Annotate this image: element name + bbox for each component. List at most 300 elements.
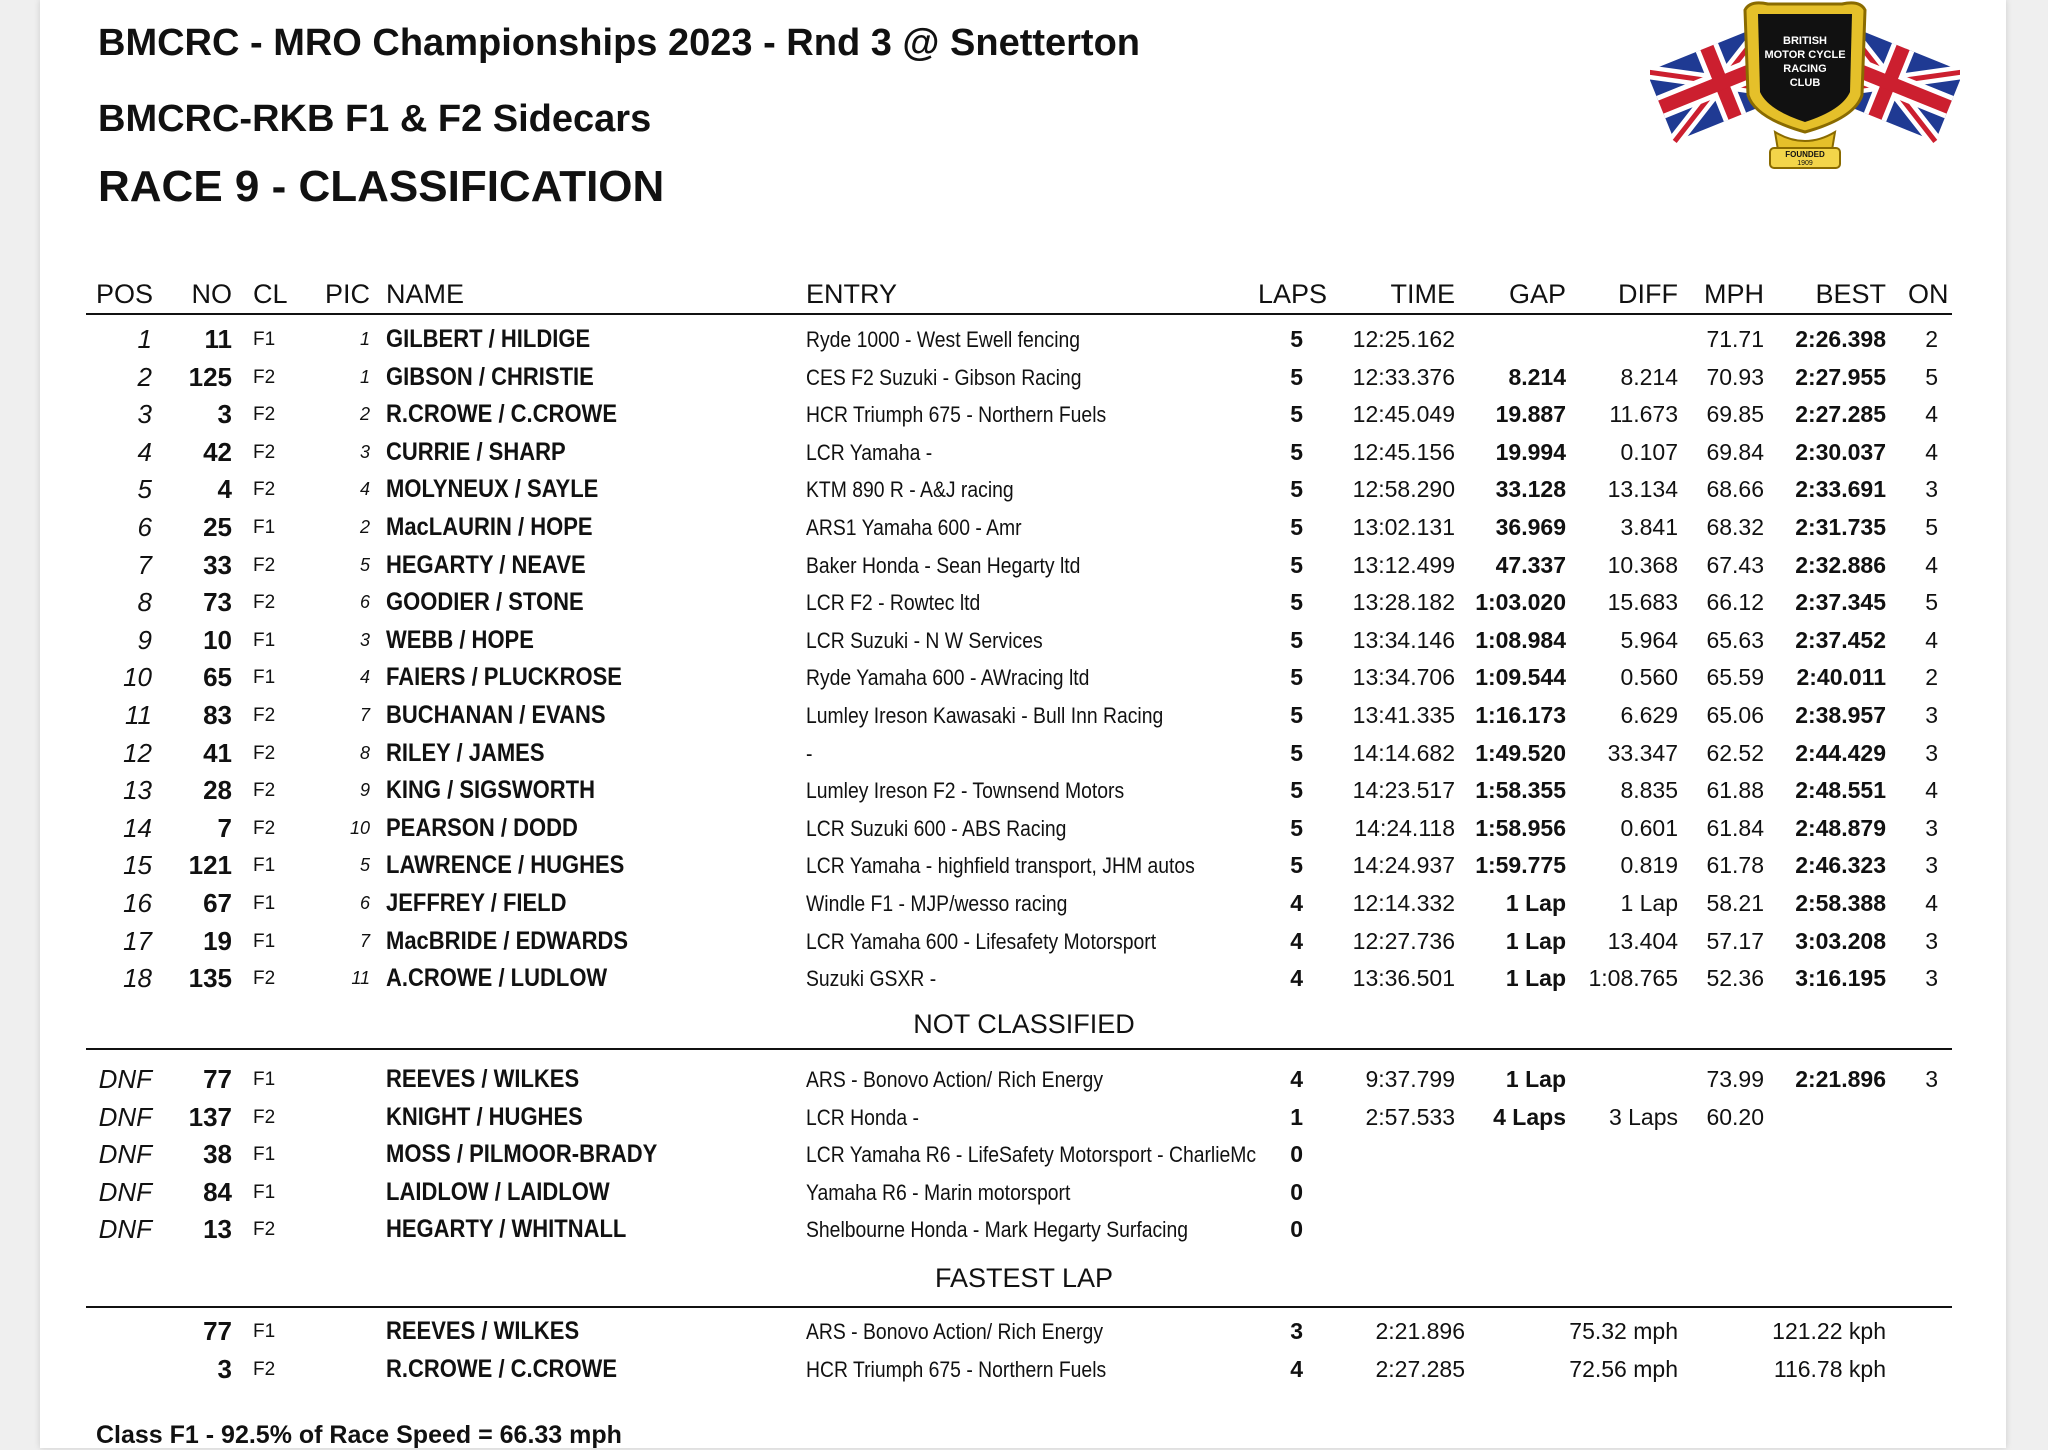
cell-entry: ARS1 Yamaha 600 - Amr — [806, 515, 1022, 540]
cell-entry: - — [806, 740, 813, 766]
cell-pic: 3 — [359, 441, 370, 462]
fastest-lap-row — [0, 1351, 2048, 1388]
cell-pos: 18 — [123, 963, 152, 994]
cell-gap: 1:49.520 — [1475, 739, 1566, 766]
cell-no: 121 — [188, 850, 232, 881]
col-name: NAME — [386, 279, 465, 309]
cell-pos: 8 — [137, 587, 152, 618]
cell-cl: F1 — [253, 1144, 276, 1166]
cell-best: 2:33.691 — [1795, 476, 1886, 503]
cell-diff: 0.107 — [1620, 438, 1678, 465]
cell-laps: 5 — [1290, 589, 1303, 616]
cell-gap: 36.969 — [1495, 514, 1566, 540]
cell-best: 2:46.323 — [1795, 852, 1886, 879]
cell-on: 4 — [1925, 438, 1938, 465]
cell-gap: 4 Laps — [1493, 1103, 1566, 1130]
cell-diff: 13.404 — [1607, 927, 1678, 954]
cell-best: 2:37.345 — [1795, 589, 1886, 616]
cell-no: 25 — [203, 512, 232, 542]
cell-laps: 5 — [1290, 363, 1303, 390]
cell-no: 135 — [188, 963, 232, 994]
cell-time: 12:27.736 — [1352, 927, 1455, 954]
cell-pic: 6 — [359, 592, 370, 613]
fastest-lap-lap: 3 — [1290, 1318, 1303, 1344]
cell-gap: 1:03.020 — [1475, 589, 1566, 616]
cell-gap: 1 Lap — [1505, 1066, 1566, 1092]
cell-mph: 61.78 — [1706, 852, 1764, 879]
cell-pos: 12 — [123, 737, 152, 768]
cell-cl: F2 — [253, 1106, 276, 1128]
cell-cl: F2 — [253, 817, 276, 839]
cell-name: GIBSON / CHRISTIE — [386, 362, 594, 391]
cell-laps: 5 — [1290, 777, 1303, 804]
result-row — [0, 509, 2048, 546]
cell-best: 2:58.388 — [1795, 890, 1886, 916]
cell-on: 3 — [1925, 965, 1938, 992]
cell-no: 28 — [203, 775, 232, 806]
cell-on: 4 — [1925, 401, 1938, 428]
cell-mph: 65.63 — [1706, 626, 1764, 653]
logo-text-line-4: CLUB — [1789, 77, 1821, 89]
cell-cl: F2 — [253, 554, 276, 576]
result-row — [0, 960, 2048, 997]
cell-mph: 57.17 — [1706, 927, 1764, 954]
cell-best: 3:03.208 — [1795, 927, 1886, 954]
cell-pic: 4 — [359, 479, 370, 500]
cell-no: 42 — [203, 436, 232, 467]
cell-pos: 3 — [137, 399, 152, 430]
cell-name: R.CROWE / C.CROWE — [386, 400, 617, 429]
cell-cl: F2 — [253, 479, 276, 501]
cell-pos: 14 — [123, 812, 152, 843]
cell-mph: 58.21 — [1706, 890, 1764, 916]
dnf-row — [0, 1211, 2048, 1248]
cell-pos: 16 — [123, 888, 152, 918]
result-row — [0, 584, 2048, 621]
cell-mph: 68.66 — [1706, 476, 1764, 503]
result-row — [0, 810, 2048, 847]
cell-best: 2:30.037 — [1795, 438, 1886, 465]
cell-name: FAIERS / PLUCKROSE — [386, 663, 622, 692]
column-header-row — [0, 274, 2048, 311]
cell-pic: 1 — [359, 329, 370, 349]
cell-pic: 11 — [351, 968, 370, 989]
cell-entry: LCR Yamaha 600 - Lifesafety Motorsport — [806, 928, 1157, 954]
cell-gap: 1 Lap — [1505, 890, 1566, 916]
fastest-lap-no: 3 — [217, 1354, 232, 1384]
cell-laps: 0 — [1290, 1141, 1303, 1168]
cell-laps: 4 — [1290, 927, 1303, 954]
cell-on: 3 — [1925, 927, 1938, 954]
fastest-lap-entry: HCR Triumph 675 - Northern Fuels — [806, 1357, 1107, 1382]
cell-name: A.CROWE / LUDLOW — [386, 964, 608, 993]
cell-time: 13:02.131 — [1352, 514, 1455, 540]
col-time: TIME — [1390, 279, 1455, 309]
cell-cl: F1 — [253, 329, 276, 350]
cell-on: 4 — [1925, 551, 1938, 578]
class-title: BMCRC-RKB F1 & F2 Sidecars — [98, 98, 652, 140]
cell-pos: 5 — [137, 474, 152, 505]
cell-best: 2:40.011 — [1796, 664, 1886, 691]
cell-no: 41 — [203, 737, 232, 768]
cell-entry: LCR Yamaha R6 - LifeSafety Motorsport - CharlieMc — [806, 1142, 1257, 1168]
cell-cl: F1 — [253, 667, 276, 689]
cell-pic: 5 — [359, 855, 370, 876]
cell-cl: F2 — [253, 780, 276, 802]
cell-gap: 19.887 — [1495, 401, 1566, 428]
cell-on: 3 — [1925, 476, 1938, 503]
cell-on: 2 — [1925, 664, 1938, 691]
fastest-lap-row — [0, 1313, 2048, 1350]
fastest-lap-kph: 116.78 kph — [1773, 1356, 1886, 1382]
cell-name: HEGARTY / WHITNALL — [386, 1215, 627, 1244]
cell-diff: 5.964 — [1620, 626, 1678, 653]
cell-pic: 6 — [359, 893, 370, 913]
col-diff: DIFF — [1618, 279, 1678, 309]
cell-entry: HCR Triumph 675 - Northern Fuels — [806, 402, 1107, 428]
cell-pos: 13 — [123, 775, 152, 806]
cell-no: 67 — [203, 888, 232, 918]
dnf-row — [0, 1136, 2048, 1173]
cell-time: 13:34.146 — [1352, 626, 1455, 653]
cell-no: 13 — [203, 1214, 232, 1245]
cell-cl: F1 — [253, 930, 276, 952]
cell-cl: F2 — [253, 742, 276, 764]
cell-mph: 69.85 — [1706, 401, 1764, 428]
col-on: ON — [1908, 279, 1949, 309]
col-mph: MPH — [1704, 279, 1764, 309]
cell-best: 2:26.398 — [1795, 326, 1886, 352]
col-gap: GAP — [1508, 279, 1566, 309]
cell-time: 13:28.182 — [1352, 589, 1455, 616]
cell-laps: 5 — [1290, 514, 1303, 540]
cell-laps: 0 — [1290, 1178, 1303, 1205]
cell-no: 33 — [203, 549, 232, 580]
cell-time: 12:58.290 — [1352, 476, 1455, 503]
cell-diff: 0.601 — [1620, 814, 1678, 841]
cell-mph: 66.12 — [1706, 589, 1764, 616]
cell-pic: 10 — [349, 817, 370, 838]
logo-text-line-1: BRITISH — [1783, 35, 1827, 47]
result-row — [0, 697, 2048, 734]
cell-pos: DNF — [98, 1064, 152, 1094]
cell-name: MOLYNEUX / SAYLE — [386, 475, 599, 504]
cell-entry: Lumley Ireson F2 - Townsend Motors — [806, 778, 1125, 804]
cell-name: KNIGHT / HUGHES — [386, 1102, 583, 1131]
cell-laps: 5 — [1290, 702, 1303, 728]
class-speed-note: Class F1 - 92.5% of Race Speed = 66.33 mph — [96, 1421, 622, 1449]
cell-laps: 5 — [1290, 626, 1303, 653]
cell-time: 12:14.332 — [1352, 890, 1455, 916]
cell-pos: 17 — [123, 925, 152, 956]
cell-pos: DNF — [98, 1214, 152, 1245]
cell-entry: Shelbourne Honda - Mark Hegarty Surfacing — [806, 1217, 1189, 1243]
cell-on: 5 — [1925, 514, 1938, 540]
result-row — [0, 434, 2048, 471]
cell-diff: 0.560 — [1620, 664, 1678, 691]
cell-name: MOSS / PILMOOR-BRADY — [386, 1140, 658, 1169]
cell-name: MacLAURIN / HOPE — [386, 513, 593, 541]
cell-diff: 15.683 — [1607, 589, 1678, 616]
col-best: BEST — [1815, 279, 1886, 309]
cell-pic: 5 — [359, 554, 370, 575]
cell-pos: 10 — [123, 662, 152, 693]
cell-mph: 65.59 — [1706, 664, 1764, 691]
cell-no: 10 — [203, 624, 232, 655]
cell-mph: 68.32 — [1706, 514, 1764, 540]
cell-time: 12:45.049 — [1352, 401, 1455, 428]
fastest-lap-name: R.CROWE / C.CROWE — [386, 1355, 617, 1383]
cell-best: 2:38.957 — [1795, 702, 1886, 728]
cell-diff: 11.673 — [1609, 401, 1678, 428]
cell-no: 4 — [217, 474, 232, 505]
cell-pic: 3 — [359, 629, 370, 650]
fastest-lap-cl: F1 — [253, 1321, 276, 1342]
cell-pos: 15 — [123, 850, 152, 881]
cell-no: 77 — [203, 1064, 232, 1094]
cell-name: RILEY / JAMES — [386, 738, 545, 767]
cell-on: 4 — [1925, 890, 1938, 916]
cell-time: 12:45.156 — [1352, 438, 1455, 465]
logo-year: 1909 — [1797, 160, 1813, 167]
cell-laps: 4 — [1290, 965, 1303, 992]
not-classified-heading: NOT CLASSIFIED — [913, 1009, 1135, 1039]
cell-pic: 1 — [359, 366, 370, 387]
cell-diff: 6.629 — [1620, 702, 1678, 728]
cell-time: 14:23.517 — [1352, 777, 1455, 804]
not-classified-rule — [86, 1048, 1952, 1050]
cell-cl: F1 — [253, 893, 276, 914]
cell-laps: 0 — [1290, 1216, 1303, 1243]
cell-pos: DNF — [98, 1176, 152, 1207]
cell-mph: 71.71 — [1706, 326, 1764, 352]
fastest-lap-entry: ARS - Bonovo Action/ Rich Energy — [806, 1319, 1103, 1344]
cell-mph: 60.20 — [1706, 1103, 1764, 1130]
result-row — [0, 396, 2048, 433]
cell-entry: LCR Yamaha - highfield transport, JHM autos — [806, 853, 1195, 879]
cell-gap: 33.128 — [1495, 476, 1566, 503]
cell-time: 12:33.376 — [1352, 363, 1455, 390]
cell-pic: 7 — [359, 930, 370, 951]
cell-cl: F2 — [253, 1219, 276, 1241]
cell-best: 2:44.429 — [1795, 739, 1886, 766]
cell-entry: Suzuki GSXR - — [806, 966, 937, 992]
cell-entry: LCR Suzuki - N W Services — [806, 627, 1043, 653]
cell-best: 2:48.879 — [1795, 814, 1886, 841]
cell-pos: DNF — [98, 1139, 152, 1170]
cell-gap: 8.214 — [1508, 363, 1566, 390]
cell-gap: 1:16.173 — [1475, 702, 1566, 728]
cell-laps: 1 — [1290, 1103, 1303, 1130]
cell-best: 2:48.551 — [1795, 777, 1886, 804]
cell-best: 2:27.285 — [1795, 401, 1886, 428]
cell-pos: DNF — [98, 1101, 152, 1132]
cell-time: 12:25.162 — [1352, 326, 1455, 352]
logo-founded: FOUNDED — [1785, 150, 1825, 159]
cell-name: PEARSON / DODD — [386, 813, 578, 842]
cell-time: 13:36.501 — [1352, 965, 1455, 992]
fastest-lap-name: REEVES / WILKES — [386, 1317, 580, 1345]
cell-no: 11 — [204, 324, 232, 354]
cell-no: 125 — [188, 361, 232, 392]
cell-entry: LCR Suzuki 600 - ABS Racing — [806, 815, 1067, 841]
cell-mph: 69.84 — [1706, 438, 1764, 465]
cell-diff: 1 Lap — [1620, 890, 1678, 916]
result-row — [0, 321, 2048, 358]
logo-text-line-2: MOTOR CYCLE — [1764, 49, 1846, 61]
cell-entry: Ryde 1000 - West Ewell fencing — [806, 327, 1081, 352]
cell-pic: 9 — [359, 780, 370, 801]
cell-time: 13:41.335 — [1352, 702, 1455, 728]
cell-name: WEBB / HOPE — [386, 625, 534, 654]
result-row — [0, 885, 2048, 922]
cell-entry: LCR Yamaha - — [806, 439, 933, 465]
cell-pos: 1 — [137, 324, 152, 354]
cell-pos: 4 — [137, 436, 152, 467]
fastest-lap-lap: 4 — [1290, 1356, 1303, 1382]
cell-pos: 9 — [137, 624, 152, 655]
result-row — [0, 471, 2048, 508]
race-title: RACE 9 - CLASSIFICATION — [98, 162, 665, 211]
cell-mph: 62.52 — [1706, 739, 1764, 766]
cell-time: 2:57.533 — [1365, 1103, 1455, 1130]
cell-mph: 67.43 — [1706, 551, 1764, 578]
col-entry: ENTRY — [806, 279, 898, 309]
cell-on: 3 — [1925, 814, 1938, 841]
cell-entry: CES F2 Suzuki - Gibson Racing — [806, 364, 1082, 390]
cell-laps: 5 — [1290, 852, 1303, 879]
cell-entry: ARS - Bonovo Action/ Rich Energy — [806, 1067, 1103, 1092]
cell-gap: 1:59.775 — [1475, 852, 1566, 879]
cell-gap: 1:58.355 — [1475, 777, 1566, 804]
cell-cl: F1 — [253, 855, 276, 877]
cell-name: MacBRIDE / EDWARDS — [386, 926, 629, 955]
col-pos: POS — [96, 279, 154, 309]
cell-entry: Windle F1 - MJP/wesso racing — [806, 891, 1068, 916]
cell-name: GOODIER / STONE — [386, 588, 584, 617]
cell-on: 2 — [1925, 326, 1938, 352]
cell-mph: 70.93 — [1706, 363, 1764, 390]
bmcrc-club-logo — [1650, 0, 1960, 185]
cell-gap: 1 Lap — [1505, 965, 1566, 992]
result-row — [0, 923, 2048, 960]
cell-cl: F2 — [253, 705, 276, 726]
cell-mph: 52.36 — [1706, 965, 1764, 992]
dnf-row — [0, 1174, 2048, 1211]
col-cl: CL — [253, 279, 288, 309]
fastest-lap-no: 77 — [203, 1316, 232, 1346]
cell-on: 3 — [1925, 1066, 1938, 1092]
cell-name: LAWRENCE / HUGHES — [386, 851, 625, 880]
result-row — [0, 622, 2048, 659]
event-title: BMCRC - MRO Championships 2023 - Rnd 3 @ Snetterton — [98, 22, 1141, 64]
cell-no: 19 — [203, 925, 232, 956]
cell-time: 14:24.118 — [1354, 814, 1455, 841]
cell-name: BUCHANAN / EVANS — [386, 701, 606, 729]
cell-pic: 2 — [359, 517, 370, 537]
cell-no: 84 — [203, 1176, 232, 1207]
cell-pos: 11 — [125, 700, 152, 730]
cell-laps: 5 — [1290, 401, 1303, 428]
cell-name: JEFFREY / FIELD — [386, 889, 567, 917]
cell-name: KING / SIGSWORTH — [386, 776, 595, 805]
cell-entry: Lumley Ireson Kawasaki - Bull Inn Racing — [806, 703, 1164, 728]
cell-cl: F1 — [253, 517, 276, 538]
result-row — [0, 772, 2048, 809]
cell-on: 4 — [1925, 777, 1938, 804]
cell-cl: F2 — [253, 366, 276, 388]
cell-diff: 0.819 — [1620, 852, 1678, 879]
header-rule — [86, 313, 1952, 315]
cell-name: REEVES / WILKES — [386, 1065, 580, 1093]
cell-laps: 4 — [1290, 890, 1303, 916]
cell-gap: 19.994 — [1495, 438, 1566, 465]
cell-no: 65 — [203, 662, 232, 693]
cell-best: 3:16.195 — [1795, 965, 1886, 992]
cell-entry: Yamaha R6 - Marin motorsport — [806, 1179, 1071, 1205]
result-row — [0, 359, 2048, 396]
cell-laps: 5 — [1290, 814, 1303, 841]
dnf-row — [0, 1061, 2048, 1098]
cell-best: 2:27.955 — [1795, 363, 1886, 390]
cell-on: 3 — [1925, 702, 1938, 728]
cell-no: 3 — [217, 399, 232, 430]
cell-best: 2:31.735 — [1795, 514, 1886, 540]
fastest-lap-mph: 75.32 mph — [1569, 1318, 1678, 1344]
cell-entry: LCR F2 - Rowtec ltd — [806, 590, 981, 616]
cell-name: HEGARTY / NEAVE — [386, 550, 586, 579]
cell-laps: 5 — [1290, 739, 1303, 766]
cell-name: CURRIE / SHARP — [386, 437, 566, 466]
cell-no: 83 — [203, 700, 232, 730]
cell-gap: 1:58.956 — [1475, 814, 1566, 841]
cell-laps: 5 — [1290, 664, 1303, 691]
cell-mph: 61.84 — [1706, 814, 1764, 841]
cell-entry: KTM 890 R - A&J racing — [806, 477, 1014, 503]
cell-pos: 6 — [137, 512, 152, 542]
cell-on: 4 — [1925, 626, 1938, 653]
cell-on: 3 — [1925, 739, 1938, 766]
result-row — [0, 659, 2048, 696]
cell-no: 137 — [188, 1101, 232, 1132]
cell-diff: 1:08.765 — [1588, 965, 1678, 992]
cell-on: 3 — [1925, 852, 1938, 879]
col-no: NO — [191, 279, 232, 309]
fastest-lap-time: 2:27.285 — [1375, 1356, 1465, 1382]
cell-cl: F2 — [253, 441, 276, 463]
cell-no: 38 — [203, 1139, 232, 1170]
cell-cl: F1 — [253, 629, 276, 651]
cell-time: 14:24.937 — [1352, 852, 1455, 879]
cell-name: LAIDLOW / LAIDLOW — [386, 1177, 610, 1206]
cell-entry: LCR Honda - — [806, 1104, 919, 1130]
fastest-lap-heading: FASTEST LAP — [934, 1263, 1114, 1293]
cell-diff: 8.835 — [1620, 777, 1678, 804]
cell-entry: Baker Honda - Sean Hegarty ltd — [806, 552, 1081, 578]
cell-gap: 1 Lap — [1505, 927, 1566, 954]
cell-time: 13:34.706 — [1352, 664, 1455, 691]
cell-laps: 4 — [1290, 1066, 1303, 1092]
cell-laps: 5 — [1290, 551, 1303, 578]
fastest-lap-kph: 121.22 kph — [1772, 1318, 1886, 1344]
logo-text-line-3: RACING — [1783, 63, 1827, 75]
cell-pos: 2 — [137, 361, 152, 392]
cell-time: 13:12.499 — [1352, 551, 1455, 578]
fastest-lap-rule — [86, 1306, 1952, 1308]
cell-pic: 2 — [359, 404, 370, 425]
result-row — [0, 735, 2048, 772]
cell-laps: 5 — [1290, 326, 1303, 352]
